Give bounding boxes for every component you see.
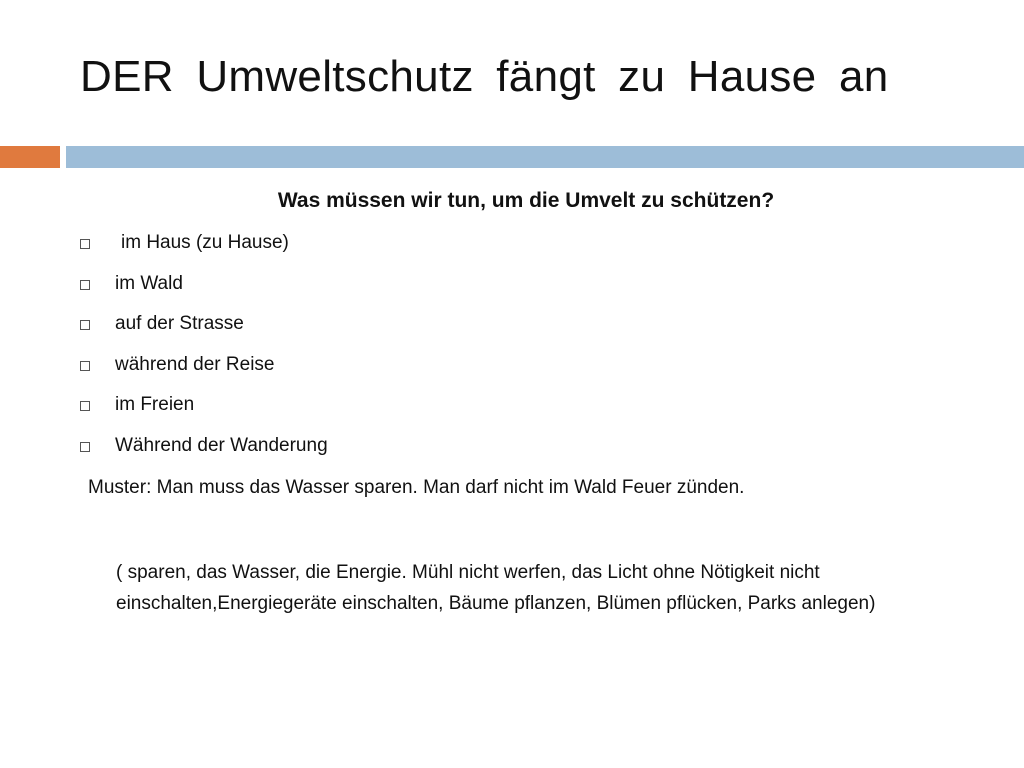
list-item — [80, 433, 328, 474]
square-bullet-icon — [80, 280, 90, 290]
bullet-text: während der Reise — [115, 353, 275, 375]
square-bullet-icon — [80, 361, 90, 371]
example-sentence: Muster: Man muss das Wasser sparen. Man darf nicht im Wald Feuer zünden. — [88, 477, 745, 498]
bullet-text: auf der Strasse — [115, 313, 244, 334]
bullet-list — [80, 230, 328, 473]
accent-bar-blue — [66, 146, 1024, 168]
bullet-text: im Freien — [115, 394, 195, 415]
word-hint-paragraph: ( sparen, das Wasser, die Energie. Mühl nicht werfen, das Licht ohne Nötigkeit nicht einschalten,Energiegeräte einschalten, Bäume pflanzen, Blümen pflücken, Parks anlegen) — [116, 562, 876, 614]
list-item — [80, 271, 328, 312]
list-item — [80, 392, 328, 433]
bullet-text: im Wald — [115, 272, 183, 294]
slide-question: Was müssen wir tun, um die Umvelt zu schützen? — [277, 189, 775, 212]
square-bullet-icon — [80, 239, 90, 249]
bullet-text: im Haus (zu Hause) — [121, 232, 289, 253]
list-item — [80, 311, 328, 352]
accent-bar-orange — [0, 146, 60, 168]
bullet-text: Während der Wanderung — [115, 434, 328, 456]
slide-title: DER Umweltschutz fängt zu Hause an — [80, 52, 889, 101]
list-item — [80, 230, 328, 271]
square-bullet-icon — [80, 442, 90, 452]
square-bullet-icon — [80, 320, 90, 330]
square-bullet-icon — [80, 401, 90, 411]
list-item — [80, 352, 328, 393]
